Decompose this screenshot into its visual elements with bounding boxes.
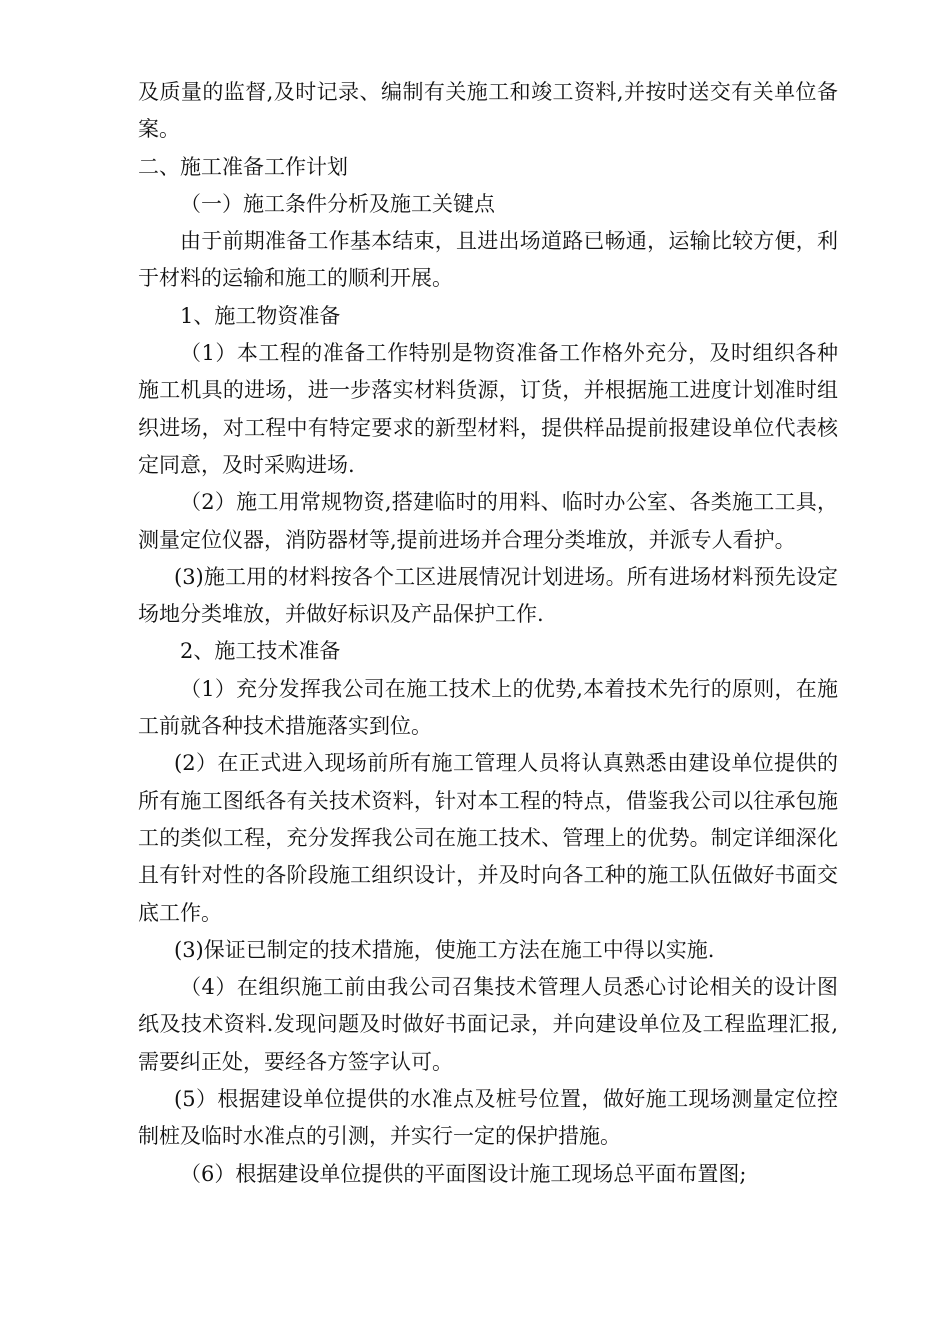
paragraph-technical-5: (5）根据建设单位提供的水准点及桩号位置，做好施工现场测量定位控制桩及临时水准点的引测，并实行一定的保护措施。	[138, 1087, 838, 1149]
item-heading-technical-preparation: 2、施工技术准备	[180, 639, 341, 664]
paragraph-technical-6: （6）根据建设单位提供的平面图设计施工现场总平面布置图;	[180, 1161, 747, 1186]
paragraph-material-2: （2）施工用常规物资,搭建临时的用料、临时办公室、各类施工工具，测量定位仪器，消防器材等,提前进场并合理分类堆放，并派专人看护。	[138, 490, 838, 552]
section-heading-construction-preparation: 二、施工准备工作计划	[138, 154, 348, 179]
paragraph-technical-1: （1）充分发挥我公司在施工技术上的优势,本着技术先行的原则，在施工前就各种技术措施落实到位。	[138, 676, 838, 739]
paragraph-technical-4: （4）在组织施工前由我公司召集技术管理人员悉心讨论相关的设计图纸及技术资料.发现问题及时做好书面记录，并向建设单位及工程监理汇报,需要纠正处，要经各方签字认可。	[138, 975, 838, 1074]
paragraph-material-1: （1）本工程的准备工作特别是物资准备工作格外充分，及时组织各种施工机具的进场，进一步落实材料货源，订货，并根据施工进度计划准时组织进场，对工程中有特定要求的新型材料，提供样品提前报建设单位代表核定同意，及时采购进场.	[138, 341, 838, 477]
document-body	[138, 74, 838, 1193]
subsection-heading-conditions-analysis: （一）施工条件分析及施工关键点	[180, 191, 495, 216]
paragraph-continuation: 及质量的监督,及时记录、编制有关施工和竣工资料,并按时送交有关单位备案。	[138, 80, 838, 142]
paragraph-technical-2: (2）在正式进入现场前所有施工管理人员将认真熟悉由建设单位提供的所有施工图纸各有关技术资料，针对本工程的特点，借鉴我公司以往承包施工的类似工程，充分发挥我公司在施工技术、管理上的优势。制定详细深化且有针对性的各阶段施工组织设计，并及时向各工种的施工队伍做好书面交底工作。	[138, 751, 838, 925]
item-heading-material-preparation: 1、施工物资准备	[180, 303, 341, 328]
paragraph-technical-3: (3)保证已制定的技术措施，使施工方法在施工中得以实施.	[174, 937, 715, 962]
paragraph-material-3: (3)施工用的材料按各个工区进展情况计划进场。所有进场材料预先设定场地分类堆放，并做好标识及产品保护工作.	[138, 564, 838, 627]
paragraph-conditions: 由于前期准备工作基本结束，且进出场道路已畅通，运输比较方便，利于材料的运输和施工的顺利开展。	[138, 229, 838, 291]
